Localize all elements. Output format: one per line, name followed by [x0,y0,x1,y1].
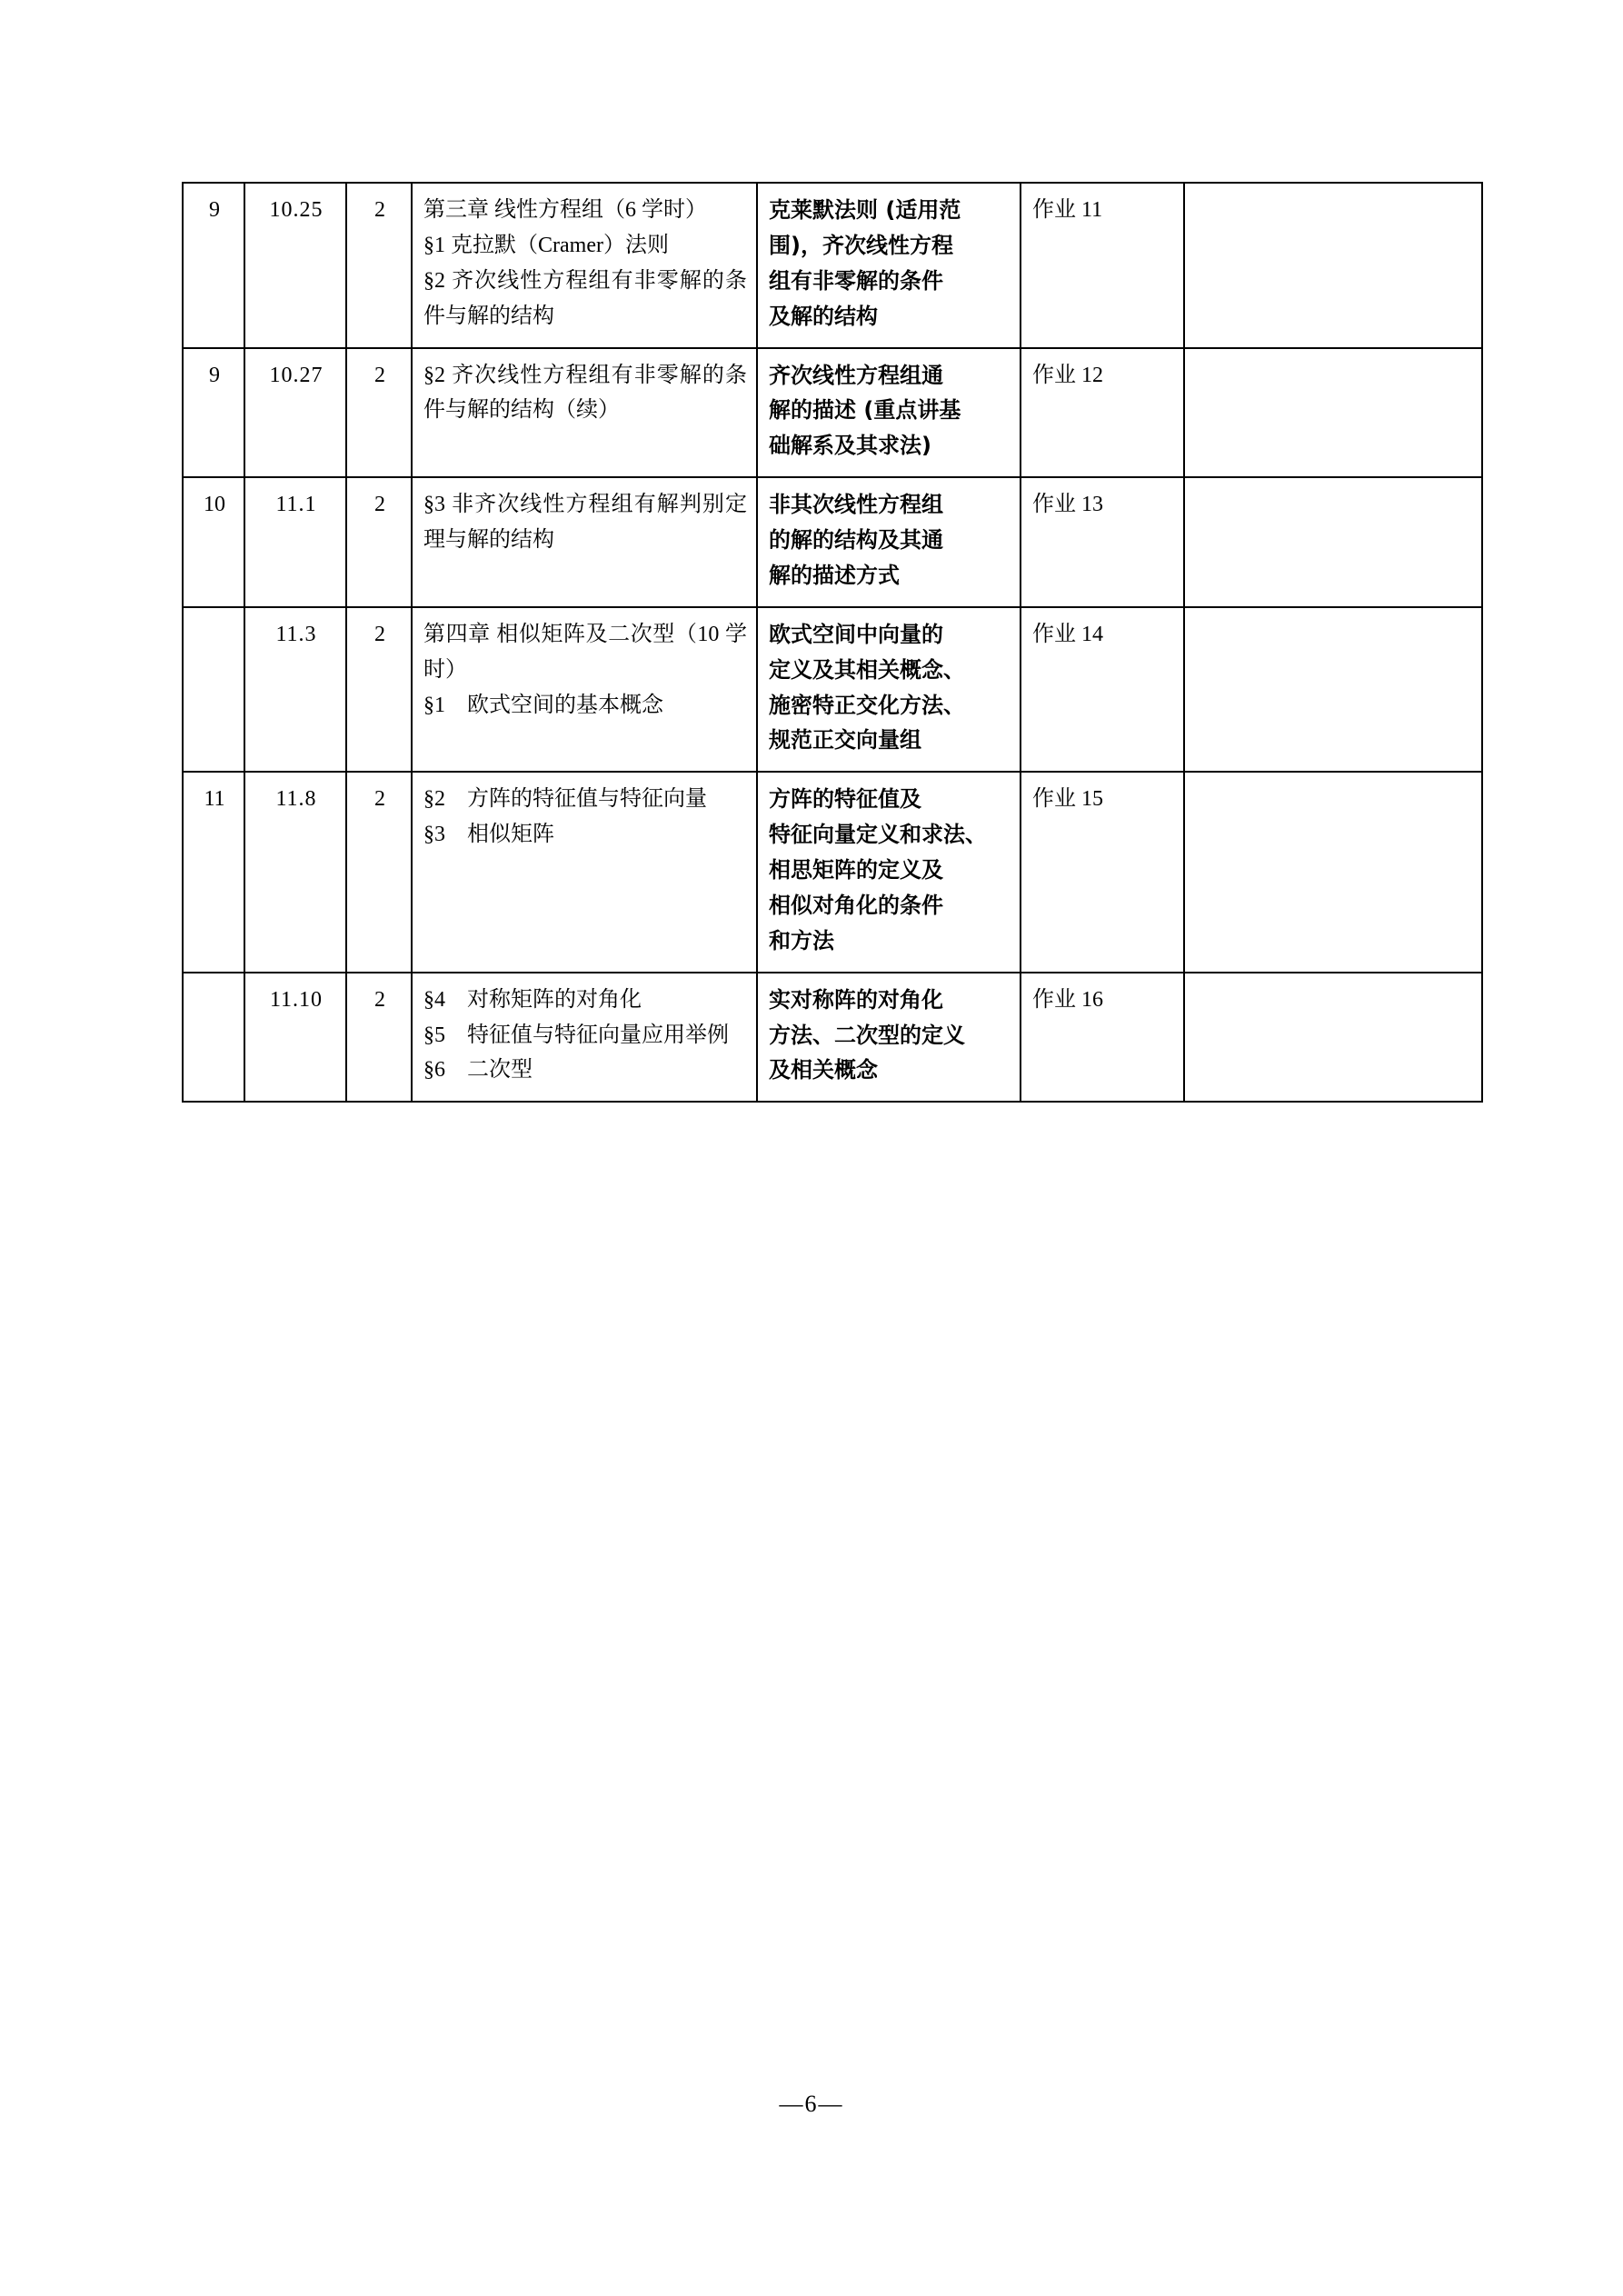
cell-notes [1184,183,1482,348]
cell-homework: 作业 11 [1021,183,1184,348]
teaching-schedule-table [182,182,1483,1103]
cell-hours: 2 [346,772,412,972]
cell-content [412,607,757,773]
table-row [183,607,1482,773]
focus-line: 方阵的特征值及 [769,786,921,813]
content-line: §2 方阵的特征值与特征向量 [423,787,707,812]
cell-focus [757,477,1021,607]
focus-line: 非其次线性方程组 [769,492,943,518]
cell-homework: 作业 12 [1021,348,1184,478]
focus-line: 组有非零解的条件 [769,267,943,294]
cell-notes [1184,477,1482,607]
focus-line: 解的描述 (重点讲基 [769,397,961,424]
table-row [183,477,1482,607]
cell-homework: 作业 16 [1021,973,1184,1103]
cell-date: 11.10 [244,973,346,1103]
cell-hours: 2 [346,607,412,773]
cell-week: 9 [183,183,244,348]
focus-line: 解的描述方式 [769,562,900,588]
content-line: §3 相似矩阵 [423,823,554,847]
schedule-body [183,183,1482,1102]
cell-focus [757,772,1021,972]
content-line: §5 特征值与特征向量应用举例 [423,1023,729,1047]
focus-line: 相思矩阵的定义及 [769,857,943,883]
cell-notes [1184,772,1482,972]
cell-date: 11.8 [244,772,346,972]
content-line: §1 欧式空间的基本概念 [423,693,663,717]
content-line: §2 齐次线性方程组有非零解的条件与解的结构 [423,268,747,328]
table-row [183,772,1482,972]
cell-focus [757,348,1021,478]
cell-date: 11.1 [244,477,346,607]
content-line: §1 克拉默（Cramer）法则 [423,233,669,257]
focus-line: 实对称阵的对角化 [769,986,943,1013]
cell-content [412,973,757,1103]
focus-line: 规范正交向量组 [769,727,921,754]
cell-content [412,183,757,348]
cell-week [183,973,244,1103]
focus-line: 克莱默法则 (适用范围)，齐次线性方程 [769,197,961,258]
focus-line: 欧式空间中向量的 [769,621,943,647]
cell-hours: 2 [346,477,412,607]
cell-homework: 作业 13 [1021,477,1184,607]
focus-line: 及相关概念 [769,1057,878,1083]
cell-week [183,607,244,773]
focus-line: 及解的结构 [769,303,878,329]
table-row [183,348,1482,478]
focus-line: 和方法 [769,927,834,953]
focus-line: 方法、二次型的定义 [769,1022,965,1048]
cell-hours: 2 [346,183,412,348]
content-line: 第四章 相似矩阵及二次型（10 学时） [423,622,747,682]
content-line: §6 二次型 [423,1058,533,1083]
cell-hours: 2 [346,348,412,478]
cell-notes [1184,973,1482,1103]
content-line: §4 对称矩阵的对角化 [423,987,642,1012]
cell-date: 10.25 [244,183,346,348]
focus-line: 的解的结构及其通 [769,527,943,553]
table-row [183,183,1482,348]
content-line: §2 齐次线性方程组有非零解的条件与解的结构（续） [423,363,747,423]
cell-focus [757,973,1021,1103]
focus-line: 础解系及其求法) [769,433,931,459]
cell-notes [1184,607,1482,773]
cell-date: 10.27 [244,348,346,478]
cell-date: 11.3 [244,607,346,773]
focus-line: 定义及其相关概念、 [769,656,965,683]
cell-week: 11 [183,772,244,972]
cell-week: 9 [183,348,244,478]
focus-line: 齐次线性方程组通 [769,362,943,388]
cell-content [412,348,757,478]
page-number: —6— [779,2091,844,2117]
focus-line: 相似对角化的条件 [769,892,943,918]
table-row [183,973,1482,1103]
focus-line: 特征向量定义和求法、 [769,822,987,848]
content-line: §3 非齐次线性方程组有解判别定理与解的结构 [423,493,747,552]
focus-line: 施密特正交化方法、 [769,692,965,718]
cell-week: 10 [183,477,244,607]
cell-homework: 作业 15 [1021,772,1184,972]
cell-content [412,477,757,607]
cell-content [412,772,757,972]
content-line: 第三章 线性方程组（6 学时） [423,198,707,222]
cell-homework: 作业 14 [1021,607,1184,773]
cell-focus [757,607,1021,773]
cell-focus [757,183,1021,348]
cell-hours: 2 [346,973,412,1103]
cell-notes [1184,348,1482,478]
